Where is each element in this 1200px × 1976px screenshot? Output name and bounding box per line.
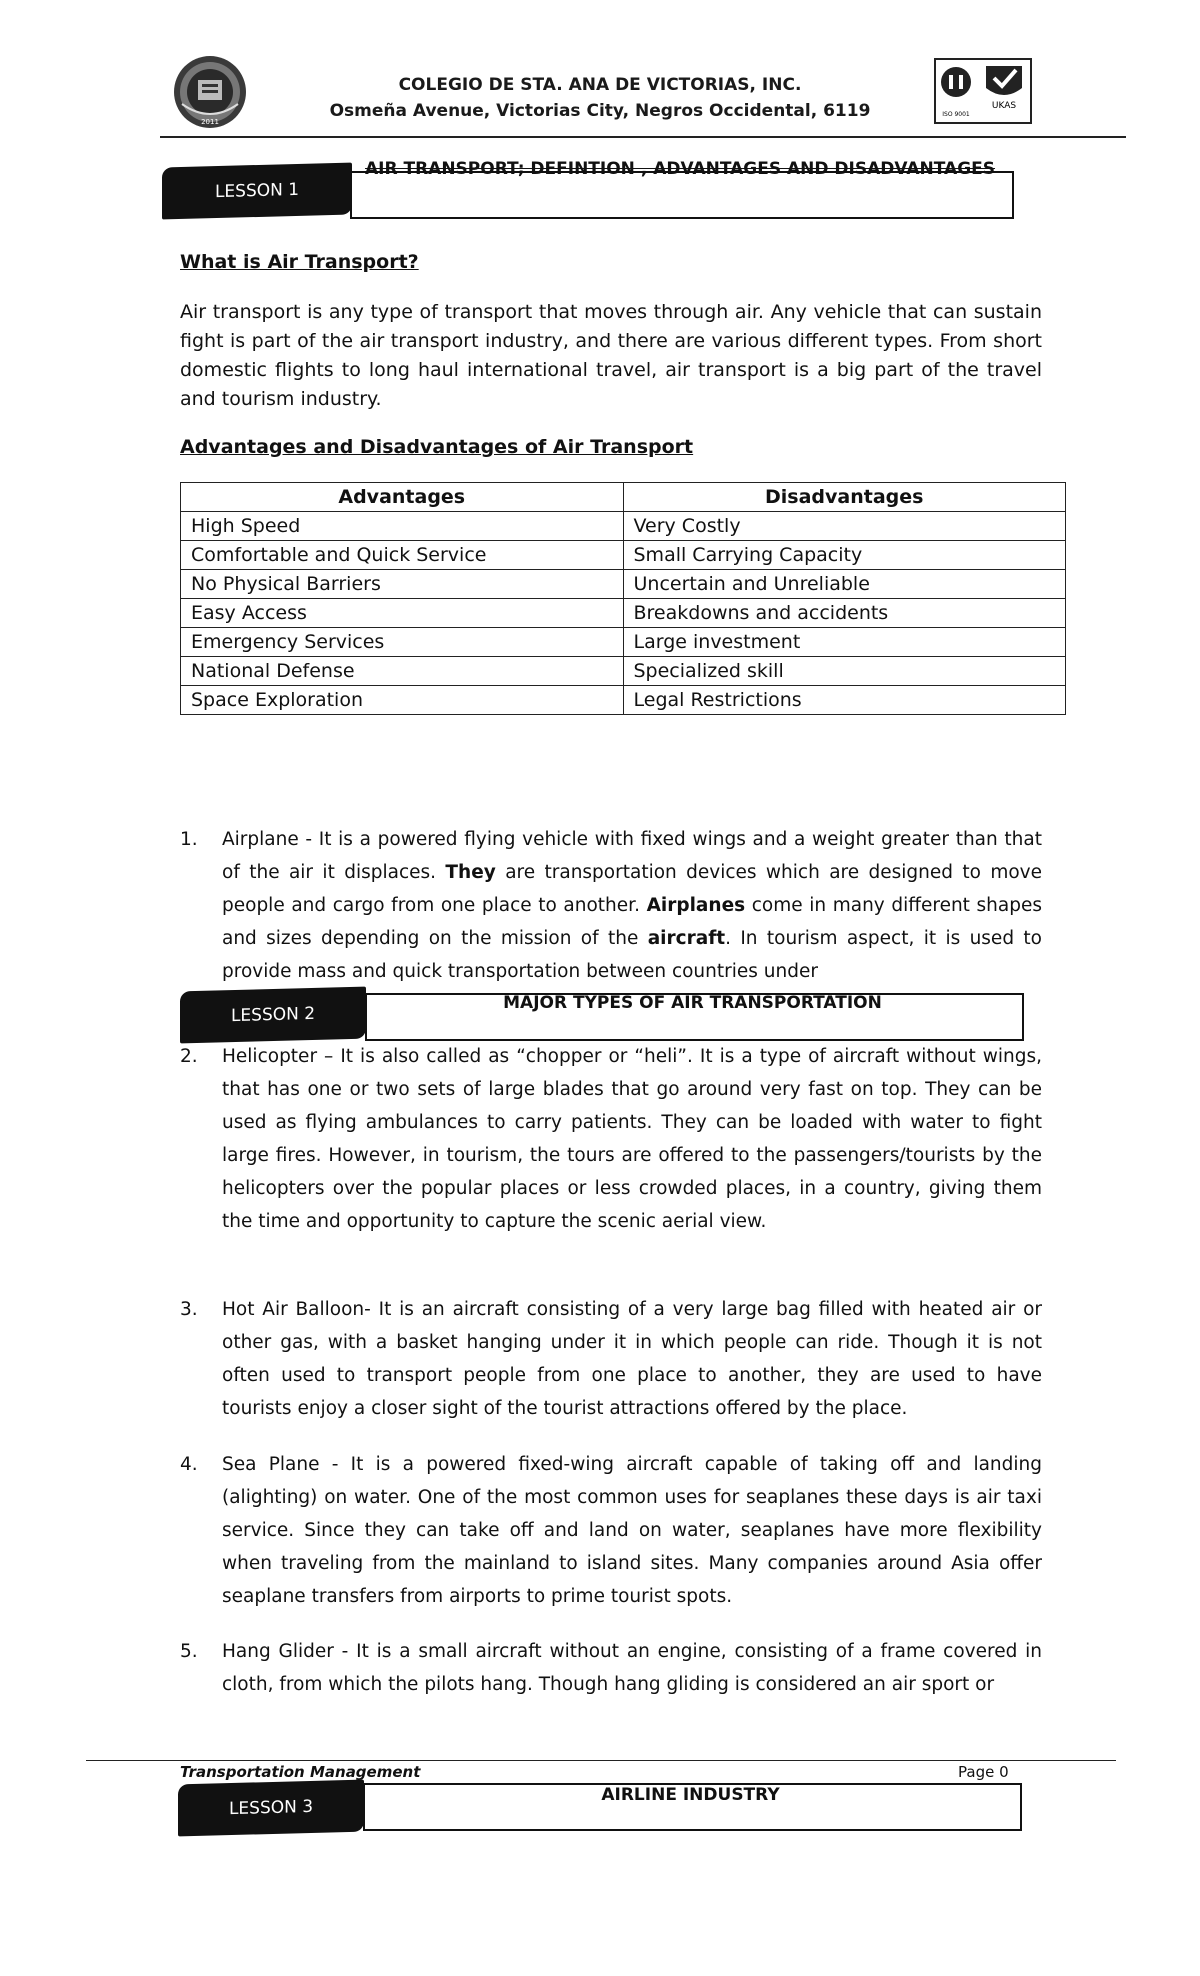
list-item-hang-glider: Hang Glider - It is a small aircraft without an engine, consisting of a frame covered in cloth, from which the pilots hang. Though hang gliding is considered an air sport or: [222, 1641, 1042, 1695]
svg-text:UKAS: UKAS: [991, 101, 1017, 111]
disadvantage-cell: Large investment: [623, 628, 1066, 657]
list-number-1: 1.: [180, 829, 198, 850]
svg-text:ISO 9001: ISO 9001: [942, 111, 970, 118]
airplane-text-4: . In tourism aspect, it is used to provide mass and quick transportation between countries under: [222, 928, 1042, 982]
list-item-helicopter: Helicopter – It is also called as “chopper or “heli”. It is a type of aircraft without wings, that has one or two sets of large blades that go around very fast on top. They can be used as flying ambulances to carry patients. They can be loaded with water to fight large fires. However, in tourism, the tours are offered to the passengers/tourists by the helicopters over the popular places or less crowded places, in a country, giving them the time and opportunity to capture the scenic aerial view.: [222, 1046, 1042, 1232]
header-divider: [160, 136, 1126, 138]
advantage-cell: Emergency Services: [181, 628, 624, 657]
disadvantage-cell: Legal Restrictions: [623, 686, 1066, 715]
table-header-advantages: Advantages: [181, 483, 624, 512]
disadvantage-cell: Small Carrying Capacity: [623, 541, 1066, 570]
table-row: [181, 599, 1066, 628]
advantage-cell: National Defense: [181, 657, 624, 686]
lesson1-title: AIR TRANSPORT; DEFINTION , ADVANTAGES AND DISADVANTAGES: [364, 159, 996, 179]
airplane-text-bold-they: They: [445, 862, 496, 883]
lesson1-tag-label: LESSON 1: [214, 179, 300, 203]
advantage-cell: Space Exploration: [181, 686, 624, 715]
certification-logo: [934, 58, 1032, 124]
school-name: COLEGIO DE STA. ANA DE VICTORIAS, INC.: [398, 75, 802, 95]
disadvantage-cell: Uncertain and Unreliable: [623, 570, 1066, 599]
footer-divider: [86, 1760, 1116, 1761]
list-number-4: 4.: [180, 1454, 198, 1475]
table-row: [181, 512, 1066, 541]
school-address: Osmeña Avenue, Victorias City, Negros Occidental, 6119: [329, 101, 871, 121]
advantage-cell: Comfortable and Quick Service: [181, 541, 624, 570]
list-item-sea-plane: Sea Plane - It is a powered fixed-wing aircraft capable of taking off and landing (alighting) on water. One of the most common uses for seaplanes these days is air taxi service. Since they can take off and land on water, seaplanes have more flexibility when traveling from the mainland to island sites. Many companies around Asia offer seaplane transfers from airports to prime tourist spots.: [222, 1454, 1042, 1607]
table-header-row: [181, 483, 1066, 512]
table-header-disadvantages: Disadvantages: [623, 483, 1066, 512]
air-transport-definition: Air transport is any type of transport that moves through air. Any vehicle that can sustain fight is part of the air transport industry, and there are various different types. From short domestic flights to long haul international travel, air transport is a big part of the travel and tourism industry.: [180, 301, 1042, 410]
lesson3-tag-label: LESSON 3: [228, 1796, 314, 1820]
advantage-cell: No Physical Barriers: [181, 570, 624, 599]
footer-course-name: Transportation Management: [180, 1763, 421, 1781]
lesson3-tag: [178, 1780, 364, 1837]
airplane-text-2: are transportation devices which are designed to move people and cargo from one place to another.: [222, 862, 1042, 916]
table-row: [181, 686, 1066, 715]
list-number-3: 3.: [180, 1299, 198, 1320]
advantage-cell: Easy Access: [181, 599, 624, 628]
airplane-text-bold-airplanes: Airplanes: [646, 895, 746, 916]
airplane-text-bold-aircraft: aircraft: [647, 928, 726, 949]
advantage-cell: High Speed: [181, 512, 624, 541]
advantages-table: [180, 482, 1066, 715]
airplane-text-1: Airplane - It is a powered flying vehicle with fixed wings and a weight greater than that of the air it displaces.: [222, 829, 1042, 883]
list-number-5: 5.: [180, 1641, 198, 1662]
list-item-hot-air-balloon: Hot Air Balloon- It is an aircraft consisting of a very large bag filled with heated air or other gas, with a basket hanging under it in which people can ride. Though it is not often used to transport people from one place to another, they are used to have tourists enjoy a closer sight of the tourist attractions offered by the place.: [222, 1299, 1042, 1419]
footer-page-number: Page 0: [958, 1763, 1009, 1781]
svg-text:2011: 2011: [201, 118, 219, 126]
disadvantage-cell: Very Costly: [623, 512, 1066, 541]
airplane-text-3: come in many different shapes and sizes depending on the mission of the: [222, 895, 1042, 949]
table-row: [181, 657, 1066, 686]
lesson1-tag: [162, 163, 352, 220]
school-seal-logo: [172, 54, 248, 130]
list-number-2: 2.: [180, 1046, 198, 1067]
section-heading-what-is-air-transport: What is Air Transport?: [180, 251, 419, 273]
lesson2-title: MAJOR TYPES OF AIR TRANSPORTATION: [503, 993, 882, 1013]
disadvantage-cell: Breakdowns and accidents: [623, 599, 1066, 628]
disadvantage-cell: Specialized skill: [623, 657, 1066, 686]
table-row: [181, 570, 1066, 599]
table-row: [181, 541, 1066, 570]
lesson2-tag: [180, 987, 366, 1044]
lesson2-tag-label: LESSON 2: [230, 1003, 316, 1027]
list-item-airplane: [222, 823, 1042, 988]
lesson3-title: AIRLINE INDUSTRY: [601, 1785, 780, 1805]
section-heading-advantages: Advantages and Disadvantages of Air Transport: [180, 436, 694, 458]
table-row: [181, 628, 1066, 657]
